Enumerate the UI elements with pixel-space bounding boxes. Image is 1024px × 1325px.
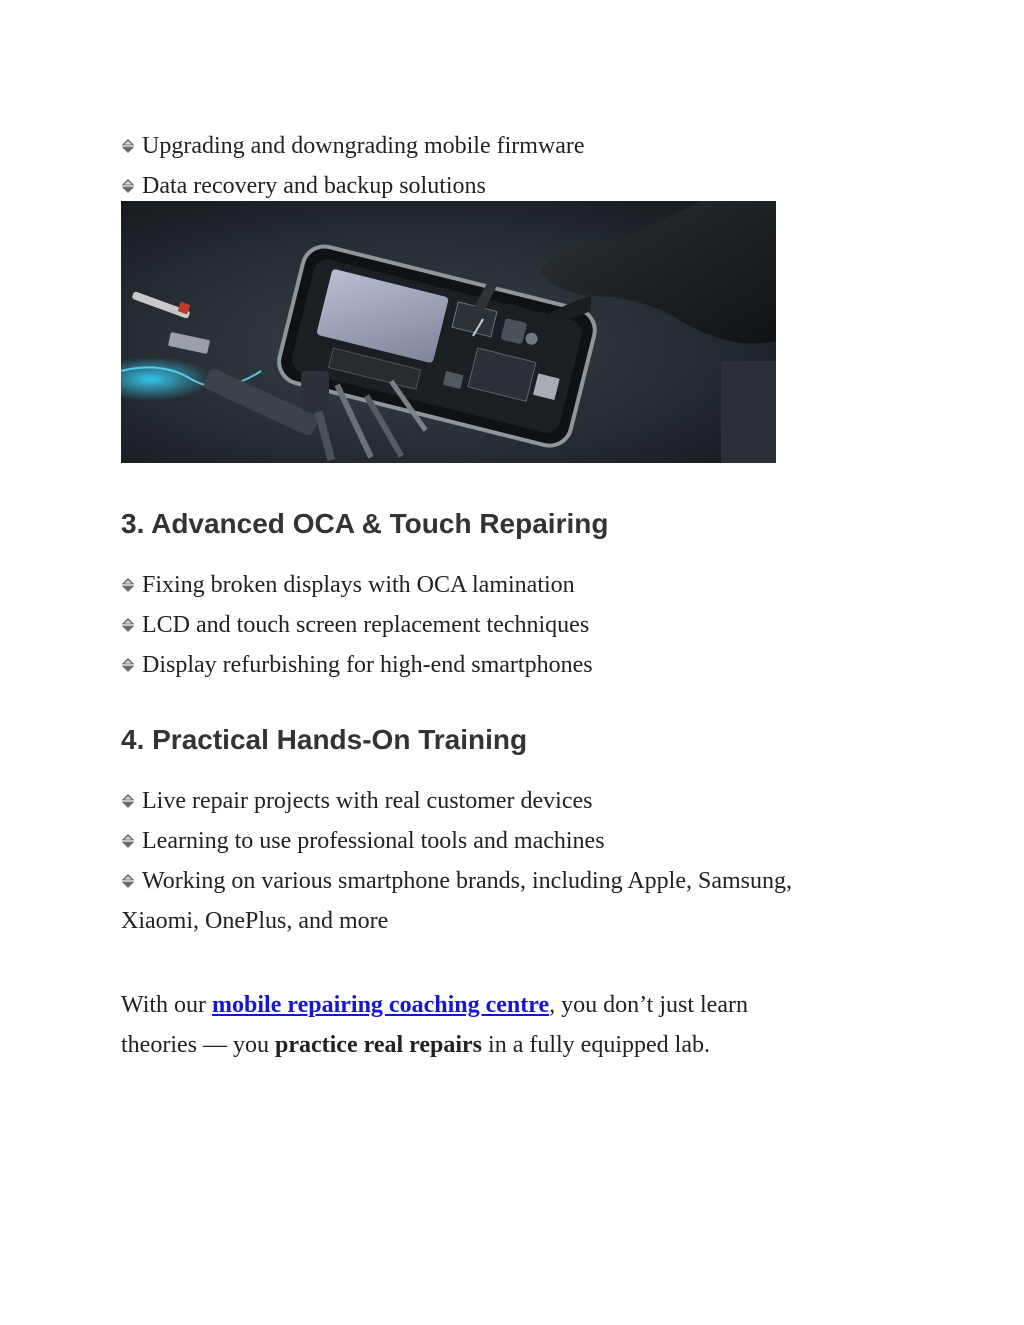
diamond-bullet-icon xyxy=(121,617,135,633)
bullet-item xyxy=(121,821,605,861)
phone-repair-photo xyxy=(121,201,776,463)
bullet-text: LCD and touch screen replacement techniques xyxy=(142,612,590,638)
bullet-item xyxy=(121,565,575,605)
bullet-text: Live repair projects with real customer devices xyxy=(142,788,593,814)
closing-suffix: in a fully equipped lab. xyxy=(482,1032,710,1058)
bullet-text: Learning to use professional tools and machines xyxy=(142,828,605,854)
bullet-text: Xiaomi, OnePlus, and more xyxy=(121,908,389,934)
diamond-bullet-icon xyxy=(121,873,135,889)
diamond-bullet-icon xyxy=(121,138,135,154)
phone-repair-illustration xyxy=(121,201,776,463)
closing-paragraph xyxy=(121,985,911,1065)
coaching-centre-link[interactable]: mobile repairing coaching centre xyxy=(212,992,550,1018)
diamond-bullet-icon xyxy=(121,833,135,849)
bullet-text: Display refurbishing for high-end smartphones xyxy=(142,652,593,678)
bullet-text: Data recovery and backup solutions xyxy=(142,173,486,199)
diamond-bullet-icon xyxy=(121,657,135,673)
section-heading: 4. Practical Hands-On Training xyxy=(121,724,528,755)
closing-after-link: , you don’t just learn xyxy=(549,992,748,1018)
diamond-bullet-icon xyxy=(121,178,135,194)
closing-bold: practice real repairs xyxy=(274,1032,483,1058)
diamond-bullet-icon xyxy=(121,577,135,593)
bullet-text: Working on various smartphone brands, including Apple, Samsung, xyxy=(142,868,792,894)
bullet-item xyxy=(121,605,589,645)
diamond-bullet-icon xyxy=(121,793,135,809)
section-heading: 3. Advanced OCA & Touch Repairing xyxy=(121,508,609,539)
bullet-text: Fixing broken displays with OCA lamination xyxy=(142,572,575,598)
closing-line2-prefix: theories — you xyxy=(121,1032,275,1058)
bullet-item xyxy=(121,166,486,206)
bullet-continuation xyxy=(121,901,388,941)
bullet-item xyxy=(121,781,592,821)
bullet-text: Upgrading and downgrading mobile firmware xyxy=(142,133,585,159)
closing-prefix: With our xyxy=(121,992,213,1018)
bullet-item xyxy=(121,645,593,685)
bullet-item xyxy=(121,861,792,901)
bullet-item xyxy=(121,126,585,166)
